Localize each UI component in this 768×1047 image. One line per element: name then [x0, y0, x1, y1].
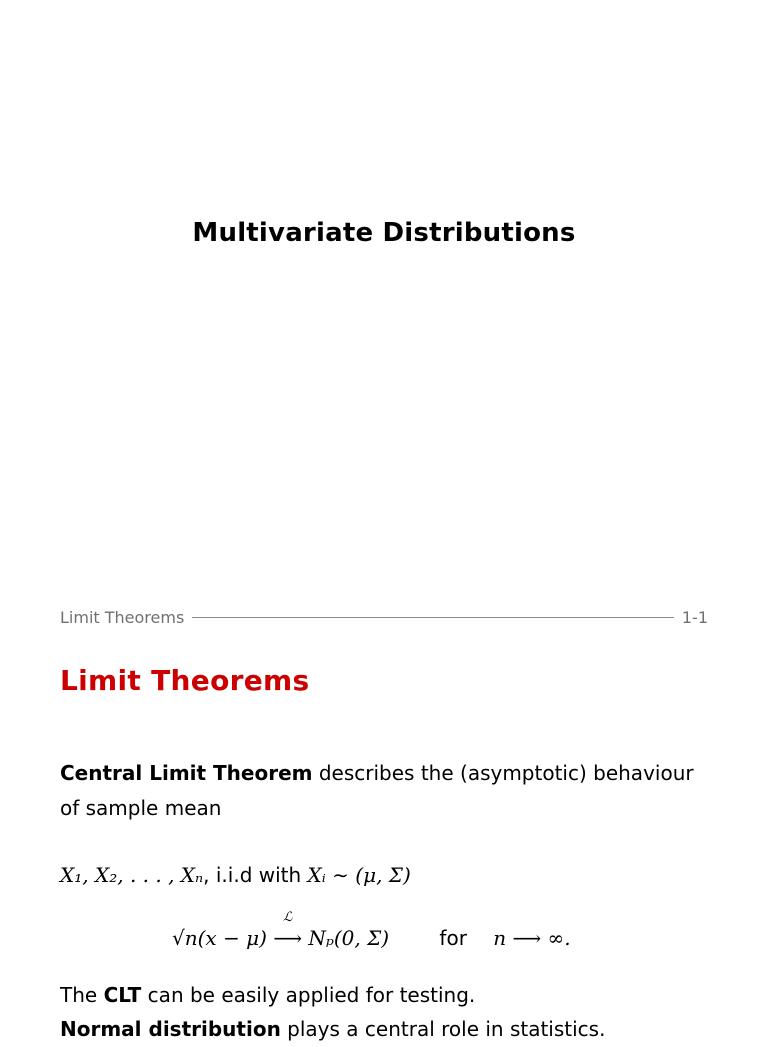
- clt-formula: [172, 910, 571, 950]
- normal-distribution-text: plays a central role in statistics.: [280, 1017, 606, 1041]
- clt-abbrev: CLT: [103, 983, 142, 1007]
- convergence-label: ℒ: [282, 910, 293, 925]
- clt-term: Central Limit Theorem: [60, 761, 313, 785]
- header-section: Limit Theorems: [60, 607, 185, 627]
- document-title: Multivariate Distributions: [192, 218, 576, 248]
- iid-distribution: Xᵢ ∼ (μ, Σ): [307, 863, 411, 887]
- iid-text: , i.i.d with: [203, 863, 308, 887]
- slide-heading: Limit Theorems: [60, 664, 310, 697]
- formula-lhs: √n(x − μ): [172, 926, 267, 950]
- clt-application-text: can be easily applied for testing.: [141, 983, 476, 1007]
- clt-description: [60, 756, 710, 826]
- formula-limit: n ⟶ ∞.: [493, 926, 571, 950]
- normal-distribution-term: Normal distribution: [60, 1017, 281, 1041]
- clt-description-text: describes the (asymptotic) behaviour of sample mean: [60, 761, 694, 820]
- normal-distribution-line: [60, 1012, 605, 1047]
- convergence-arrow: [273, 910, 303, 950]
- formula-for: for: [439, 926, 467, 950]
- arrow-symbol: ⟶: [273, 926, 303, 950]
- iid-variables: X₁, X₂, . . . , Xₙ: [60, 863, 204, 887]
- iid-statement: [60, 858, 411, 893]
- slide-header: [60, 606, 708, 628]
- formula-rhs: Nₚ(0, Σ): [308, 926, 390, 950]
- clt-application-pre: The: [60, 983, 104, 1007]
- header-page-number: 1-1: [681, 607, 708, 627]
- clt-application: [60, 978, 475, 1013]
- header-rule: [192, 617, 674, 618]
